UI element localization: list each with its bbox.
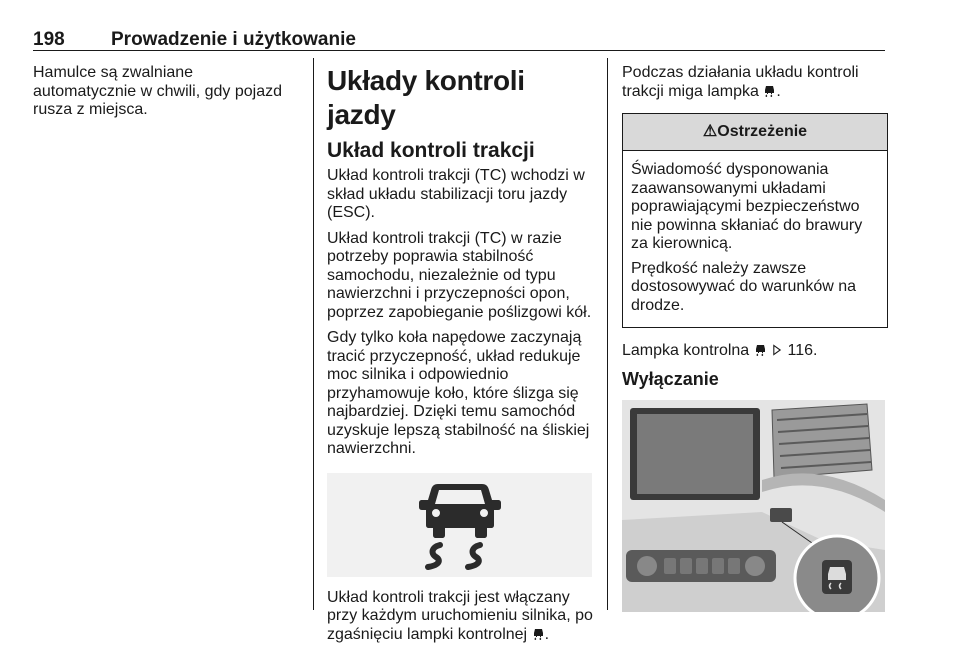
paragraph-text: Układ kontroli trakcji jest włączany przy każdym uruchomieniu silnika, po zgaśnięciu lampki kontrolnej — [327, 588, 593, 643]
subsection-title: Układ kontroli trakcji — [327, 139, 535, 162]
traction-control-indicator-icon — [533, 628, 544, 640]
screen-display — [637, 414, 753, 494]
dashboard-illustration — [622, 400, 885, 612]
section-title: Układy kontroli jazdy — [327, 65, 525, 130]
traction-control-off-icon — [828, 567, 846, 580]
paragraph: Układ kontroli trakcji (TC) w razie potrzeby poprawia stabilność samochodu, niezależnie od typu nawierzchni i przyczepności opon, poprzez zapobieganie poślizgowi kół. — [327, 229, 592, 321]
paragraph: Hamulce są zwalniane automatycznie w chwili, gdy pojazd rusza z miejsca. — [33, 64, 283, 118]
paragraph — [622, 64, 888, 101]
air-vent — [772, 404, 872, 478]
column-divider — [313, 58, 314, 610]
traction-control-car-skid-icon — [410, 477, 510, 573]
warning-title: Ostrzeżenie — [717, 122, 808, 140]
traction-control-figure — [327, 473, 592, 577]
paragraph — [622, 342, 888, 361]
dashboard-photo — [622, 400, 885, 612]
warning-paragraph: Świadomość dysponowania zaawansowanymi układami poprawiającymi bezpieczeństwo nie powinna skłaniać do brawury za kierownicą. — [631, 161, 863, 252]
paragraph — [327, 589, 595, 645]
paragraph-text: Podczas działania układu kontroli trakcji miga lampka — [622, 64, 859, 100]
lamp-reference-text: Lampka kontrolna — [622, 342, 750, 359]
warning-header — [623, 114, 887, 151]
page-reference-arrow-icon — [772, 344, 782, 356]
traction-control-indicator-icon — [755, 344, 766, 356]
warning-triangle-icon: ⚠ — [702, 122, 718, 140]
page-header — [33, 28, 885, 51]
traction-control-indicator-icon — [764, 85, 775, 97]
punctuation: . — [544, 625, 550, 643]
chapter-title: Prowadzenie i użytkowanie — [111, 29, 356, 50]
punctuation: . — [776, 82, 781, 100]
subheading: Wyłączanie — [622, 368, 719, 389]
column-right — [622, 64, 888, 612]
column-middle — [327, 64, 595, 651]
warning-body — [623, 151, 887, 327]
paragraph: Układ kontroli trakcji (TC) wchodzi w skład układu stabilizacji toru jazdy (ESC). — [327, 167, 585, 221]
warning-box — [622, 113, 888, 328]
page-reference-link[interactable]: 116. — [787, 342, 818, 359]
page-number: 198 — [33, 29, 65, 50]
warning-paragraph: Prędkość należy zawsze dostosowywać do warunków na drodze. — [631, 259, 857, 314]
tc-button[interactable] — [770, 508, 792, 522]
column-divider — [607, 58, 608, 610]
column-left — [33, 64, 298, 127]
paragraph: Gdy tylko koła napędowe zaczynają tracić przyczepność, układ redukuje moc silnika i odpowiednio przyhamowuje koło, które ślizga się najbardziej. Dzięki temu samochód uzyskuje lepszą stabilność na śliskiej nawierzchni. — [327, 329, 590, 457]
